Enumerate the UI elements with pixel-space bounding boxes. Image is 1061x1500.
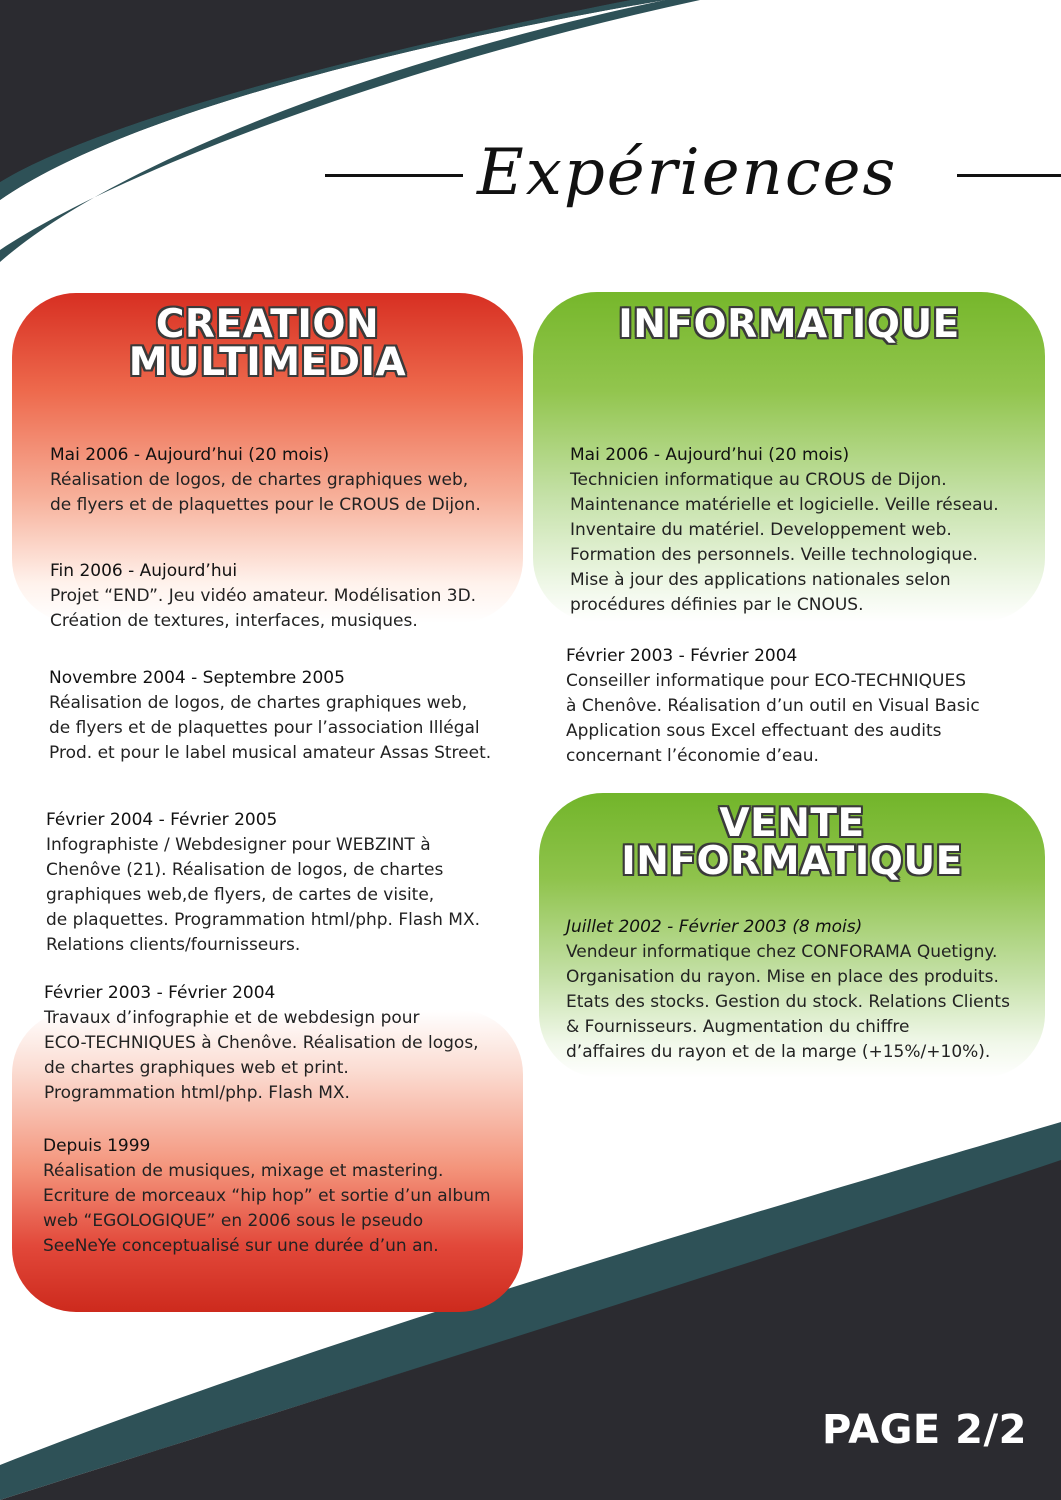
creation-heading: CREATION MULTIMEDIA [128, 302, 407, 385]
entry-line: Application sous Excel effectuant des audits [566, 721, 942, 741]
entry-line: Mise à jour des applications nationales selon [570, 570, 951, 590]
informatique-entry [566, 644, 980, 769]
creation-entry [44, 981, 479, 1106]
entry-period: Novembre 2004 - Septembre 2005 [49, 668, 345, 688]
entry-line: web “EGOLOGIQUE” en 2006 sous le pseudo [43, 1211, 424, 1231]
creation-entry [50, 559, 476, 634]
entry-period: Fin 2006 - Aujourd’hui [50, 561, 238, 581]
entry-line: graphiques web,de flyers, de cartes de visite, [46, 885, 435, 905]
entry-line: Réalisation de musiques, mixage et mastering. [43, 1161, 444, 1181]
entry-period: Juillet 2002 - Février 2003 (8 mois) [566, 917, 863, 937]
entry-line: Vendeur informatique chez CONFORAMA Quetigny. [566, 942, 998, 962]
creation-entry [43, 1134, 491, 1259]
entry-line: de chartes graphiques web et print. [44, 1058, 349, 1078]
entry-line: Ecriture de morceaux “hip hop” et sortie d’un album [43, 1186, 491, 1206]
title-rule-right [957, 174, 1061, 177]
entry-period: Février 2003 - Février 2004 [44, 983, 276, 1003]
entry-line: SeeNeYe conceptualisé sur une durée d’un an. [43, 1236, 439, 1256]
vente-entry [566, 915, 1010, 1065]
entry-line: ECO-TECHNIQUES à Chenôve. Réalisation de logos, [44, 1033, 479, 1053]
entry-period: Mai 2006 - Aujourd’hui (20 mois) [570, 445, 850, 465]
entry-line: Réalisation de logos, de chartes graphiques web, [49, 693, 468, 713]
entry-line: Projet “END”. Jeu vidéo amateur. Modélisation 3D. [50, 586, 477, 606]
entry-line: Inventaire du matériel. Developpement web. [570, 520, 952, 540]
entry-line: procédures définies par le CNOUS. [570, 595, 864, 615]
entry-period: Février 2004 - Février 2005 [46, 810, 278, 830]
entry-line: Conseiller informatique pour ECO-TECHNIQUES [566, 671, 967, 691]
creation-entry [46, 808, 480, 958]
page-number: PAGE 2/2 [822, 1407, 1027, 1453]
entry-period: Depuis 1999 [43, 1136, 151, 1156]
entry-line: Technicien informatique au CROUS de Dijon. [570, 470, 947, 490]
entry-line: Relations clients/fournisseurs. [46, 935, 301, 955]
entry-line: Infographiste / Webdesigner pour WEBZINT à [46, 835, 431, 855]
page-title-block [325, 130, 1061, 220]
entry-period: Février 2003 - Février 2004 [566, 646, 798, 666]
entry-line: de flyers et de plaquettes pour l’association Illégal [49, 718, 480, 738]
entry-line: Prod. et pour le label musical amateur Assas Street. [49, 743, 492, 763]
creation-entry [49, 666, 491, 766]
entry-period: Mai 2006 - Aujourd’hui (20 mois) [50, 445, 330, 465]
entry-line: Création de textures, interfaces, musiques. [50, 611, 418, 631]
entry-line: Réalisation de logos, de chartes graphiques web, [50, 470, 469, 490]
entry-line: Formation des personnels. Veille technologique. [570, 545, 978, 565]
entry-line: & Fournisseurs. Augmentation du chiffre [566, 1017, 910, 1037]
title-rule-left [325, 174, 463, 177]
informatique-heading: INFORMATIQUE [618, 302, 960, 347]
entry-line: à Chenôve. Réalisation d’un outil en Visual Basic [566, 696, 980, 716]
entry-line: Maintenance matérielle et logicielle. Veille réseau. [570, 495, 999, 515]
entry-line: d’affaires du rayon et de la marge (+15%/+10%). [566, 1042, 991, 1062]
entry-line: concernant l’économie d’eau. [566, 746, 819, 766]
entry-line: Etats des stocks. Gestion du stock. Relations Clients [566, 992, 1010, 1012]
entry-line: Travaux d’infographie et de webdesign pour [44, 1008, 420, 1028]
entry-line: de plaquettes. Programmation html/php. Flash MX. [46, 910, 481, 930]
page-title: Expériences [477, 136, 898, 210]
creation-entry [50, 443, 481, 518]
entry-line: de flyers et de plaquettes pour le CROUS de Dijon. [50, 495, 481, 515]
vente-heading: VENTE INFORMATIQUE [621, 801, 963, 884]
informatique-entry [570, 443, 999, 618]
entry-line: Chenôve (21). Réalisation de logos, de chartes [46, 860, 444, 880]
entry-line: Organisation du rayon. Mise en place des produits. [566, 967, 999, 987]
entry-line: Programmation html/php. Flash MX. [44, 1083, 350, 1103]
